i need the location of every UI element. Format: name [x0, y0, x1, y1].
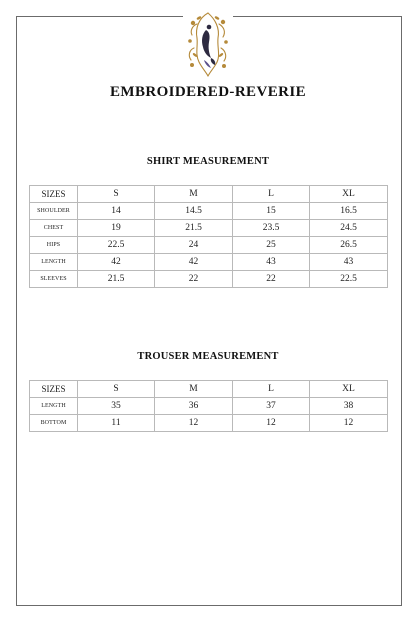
- header-cell-s: S: [78, 381, 155, 398]
- header-cell-l: L: [233, 186, 310, 203]
- table-row: [30, 203, 388, 220]
- ornate-floral-monogram-logo-icon: [185, 10, 231, 78]
- table-cell: 14: [78, 203, 155, 220]
- row-label-bottom: BOTTOM: [30, 415, 78, 432]
- table-row: [30, 415, 388, 432]
- header-cell-xl: XL: [310, 381, 388, 398]
- table-cell: 38: [310, 398, 388, 415]
- header-cell-m: M: [155, 381, 233, 398]
- table-cell: 24: [155, 237, 233, 254]
- table-cell: 42: [78, 254, 155, 271]
- table-cell: 43: [310, 254, 388, 271]
- table-row: [30, 398, 388, 415]
- table-row: [30, 271, 388, 288]
- table-cell: 24.5: [310, 220, 388, 237]
- row-label-sleeves: SLEEVES: [30, 271, 78, 288]
- table-cell: 26.5: [310, 237, 388, 254]
- table-cell: 25: [233, 237, 310, 254]
- table-cell: 36: [155, 398, 233, 415]
- table-cell: 22.5: [310, 271, 388, 288]
- table-header-row: [30, 186, 388, 203]
- row-label-length: LENGTH: [30, 254, 78, 271]
- trouser-measurement-title: TROUSER MEASUREMENT: [137, 351, 279, 362]
- table-cell: 35: [78, 398, 155, 415]
- header-cell-sizes: SIZES: [30, 381, 78, 398]
- shirt-measurement-title: SHIRT MEASUREMENT: [146, 156, 270, 167]
- row-label-length: LENGTH: [30, 398, 78, 415]
- header-cell-m: M: [155, 186, 233, 203]
- table-cell: 14.5: [155, 203, 233, 220]
- table-cell: 19: [78, 220, 155, 237]
- header-cell-l: L: [233, 381, 310, 398]
- table-header-row: [30, 381, 388, 398]
- table-cell: 12: [233, 415, 310, 432]
- table-row: [30, 237, 388, 254]
- table-cell: 22.5: [78, 237, 155, 254]
- brand-name: EMBROIDERED-REVERIE: [110, 84, 306, 100]
- table-cell: 12: [155, 415, 233, 432]
- table-cell: 21.5: [78, 271, 155, 288]
- row-label-hips: HIPS: [30, 237, 78, 254]
- table-cell: 12: [310, 415, 388, 432]
- table-cell: 21.5: [155, 220, 233, 237]
- shirt-size-table: [29, 185, 388, 288]
- row-label-chest: CHEST: [30, 220, 78, 237]
- table-cell: 42: [155, 254, 233, 271]
- trouser-size-table: [29, 380, 388, 432]
- row-label-shoulder: SHOULDER: [30, 203, 78, 220]
- table-cell: 11: [78, 415, 155, 432]
- table-row: [30, 220, 388, 237]
- table-cell: 43: [233, 254, 310, 271]
- table-cell: 15: [233, 203, 310, 220]
- table-cell: 22: [155, 271, 233, 288]
- page-border: [16, 16, 402, 606]
- table-cell: 22: [233, 271, 310, 288]
- table-cell: 16.5: [310, 203, 388, 220]
- header-cell-s: S: [78, 186, 155, 203]
- table-cell: 37: [233, 398, 310, 415]
- table-cell: 23.5: [233, 220, 310, 237]
- header-cell-xl: XL: [310, 186, 388, 203]
- table-row: [30, 254, 388, 271]
- header-cell-sizes: SIZES: [30, 186, 78, 203]
